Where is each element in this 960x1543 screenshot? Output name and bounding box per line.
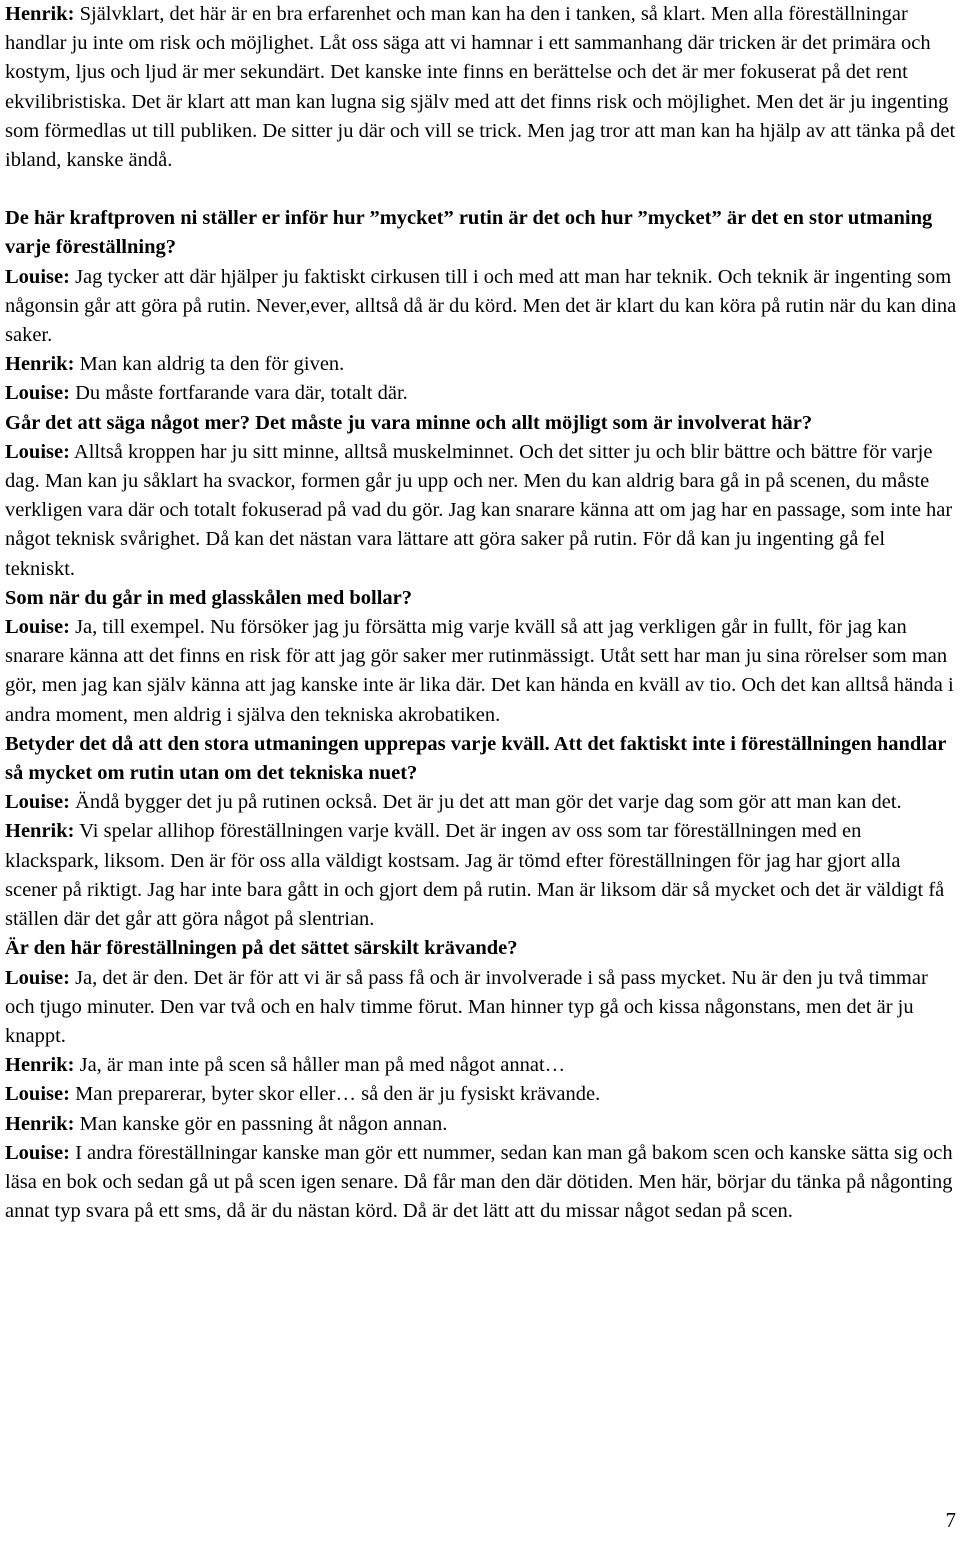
answer-paragraph	[5, 0, 957, 175]
answer-text: Självklart, det här är en bra erfarenhet och man kan ha den i tanken, så klart. Men alla föreställningar handlar ju inte om risk och möjlighet. Låt oss säga att vi hamnar i ett sammanhang där tricken är det primära och kostym, ljus och ljud är mer sekundärt. Det kanske inte finns en berättelse och det är mer fokuserat på det rent ekvilibristiska. Det är klart att man kan lugna sig själv med att det finns risk och möjlighet. Men det är ju ingenting som förmedlas ut till publiken. De sitter ju där och vill se trick. Men jag tror att man kan ha hjälp av att tänka på det ibland, kanske ändå.	[5, 3, 956, 172]
answer-text: Alltså kroppen har ju sitt minne, alltså muskelminnet. Och det sitter ju och blir bättre och bättre för varje dag. Man kan ju såklart ha svackor, formen går ju upp och ner. Men du kan aldrig bara gå in på scenen, du måste verkligen vara där och totalt fokuserad på vad du gör. Jag kan snarare känna att om jag har en passage, som inte har något teknisk svårighet. Då kan det nästan vara lättare att göra saker på rutin. För då kan ju ingenting gå fel tekniskt.	[5, 440, 953, 580]
interviewer-question: Som när du går in med glasskålen med bollar?	[5, 586, 413, 609]
speaker-label: Henrik:	[5, 3, 75, 25]
answer-text: Vi spelar allihop föreställningen varje kväll. Det är ingen av oss som tar föreställningen med en klackspark, liksom. Den är för oss alla väldigt kostsam. Jag är tömd efter föreställningen för jag har gjort alla scener på riktigt. Jag har inte bara gått in och gjort dem på rutin. Man är liksom där så mycket och det är väldigt få ställen där det går att göra något på slentrian.	[5, 820, 945, 931]
answer-text: Man preparerar, byter skor eller… så den är ju fysiskt krävande.	[69, 1083, 601, 1106]
answer-text: I andra föreställningar kanske man gör ett nummer, sedan kan man gå bakom scen och kanske sätta sig och läsa en bok och sedan gå ut på scen igen senare. Då får man den där dötiden. Men här, börjar du tänka på någonting annat typ svara på ett sms, då är du nästan körd. Då är det lätt att du missar något sedan på scen.	[5, 1141, 953, 1223]
answer-paragraph	[5, 817, 957, 934]
answer-text: Du måste fortfarande vara där, totalt där.	[69, 382, 408, 405]
speaker-label: Louise:	[5, 966, 70, 989]
speaker-label: Henrik:	[5, 353, 75, 376]
answer-text: Ändå bygger det ju på rutinen också. Det är ju det att man gör det varje dag som gör att man kan det.	[69, 791, 902, 814]
interview-text	[5, 0, 957, 1226]
answer-paragraph	[5, 350, 957, 379]
answer-paragraph	[5, 788, 957, 817]
answer-paragraph	[5, 1051, 957, 1080]
answer-text: Ja, är man inte på scen så håller man på med något annat…	[74, 1054, 566, 1077]
speaker-label: Henrik:	[5, 1112, 75, 1135]
answer-paragraph	[5, 964, 957, 1052]
answer-text: Jag tycker att där hjälper ju faktiskt cirkusen till i och med att man har teknik. Och teknik är ingenting som någonsin går att göra på rutin. Never,ever, alltså då är du körd. Men det är klart du kan köra på rutin när du kan dina saker.	[5, 265, 957, 347]
speaker-label: Louise:	[5, 440, 70, 463]
answer-text: Ja, det är den. Det är för att vi är så pass få och är involverade i så pass mycket. Nu är den ju två timmar och tjugo minuter. Den var två och en halv timme förut. Man hinner typ gå och kissa någonstans, men det är ju knappt.	[5, 966, 928, 1047]
page-number: 7	[945, 1508, 956, 1532]
interviewer-question: Går det att säga något mer? Det måste ju vara minne och allt möjligt som är involverat här?	[5, 411, 813, 434]
speaker-label: Henrik:	[5, 1054, 75, 1077]
speaker-label: Louise:	[5, 382, 70, 405]
speaker-label: Louise:	[5, 265, 70, 288]
speaker-label: Louise:	[5, 791, 70, 814]
answer-text: Ja, till exempel. Nu försöker jag ju försätta mig varje kväll så att jag verkligen går in fullt, för jag kan snarare känna att det finns en risk för att jag gör saker mer rutinmässigt. Utåt sett har man ju sina rörelser som man gör, men jag kan själv känna att jag kanske inte är lika där. Det kan hända en kväll av tio. Och det kan alltså hända i andra moment, men aldrig i själva den tekniska akrobatiken.	[5, 616, 954, 726]
speaker-label: Henrik:	[5, 820, 75, 843]
speaker-label: Louise:	[5, 1083, 70, 1106]
answer-paragraph	[5, 438, 957, 584]
interviewer-question: Betyder det då att den stora utmaningen upprepas varje kväll. Att det faktiskt inte i föreställningen handlar så mycket om rutin utan om det tekniska nuet?	[5, 732, 946, 785]
answer-text: Man kan aldrig ta den för given.	[74, 353, 345, 376]
interviewer-question: De här kraftproven ni ställer er inför hur ”mycket” rutin är det och hur ”mycket” är det en stor utmaning varje föreställning?	[5, 207, 933, 259]
answer-paragraph	[5, 1110, 957, 1139]
answer-paragraph	[5, 1080, 957, 1109]
answer-text: Man kanske gör en passning åt någon annan.	[74, 1112, 448, 1135]
answer-paragraph	[5, 1139, 957, 1227]
answer-paragraph	[5, 263, 957, 351]
interviewer-question: Är den här föreställningen på det sättet särskilt krävande?	[5, 937, 518, 960]
speaker-label: Louise:	[5, 1141, 70, 1164]
answer-paragraph	[5, 613, 957, 730]
speaker-label: Louise:	[5, 616, 70, 639]
answer-paragraph	[5, 379, 957, 408]
